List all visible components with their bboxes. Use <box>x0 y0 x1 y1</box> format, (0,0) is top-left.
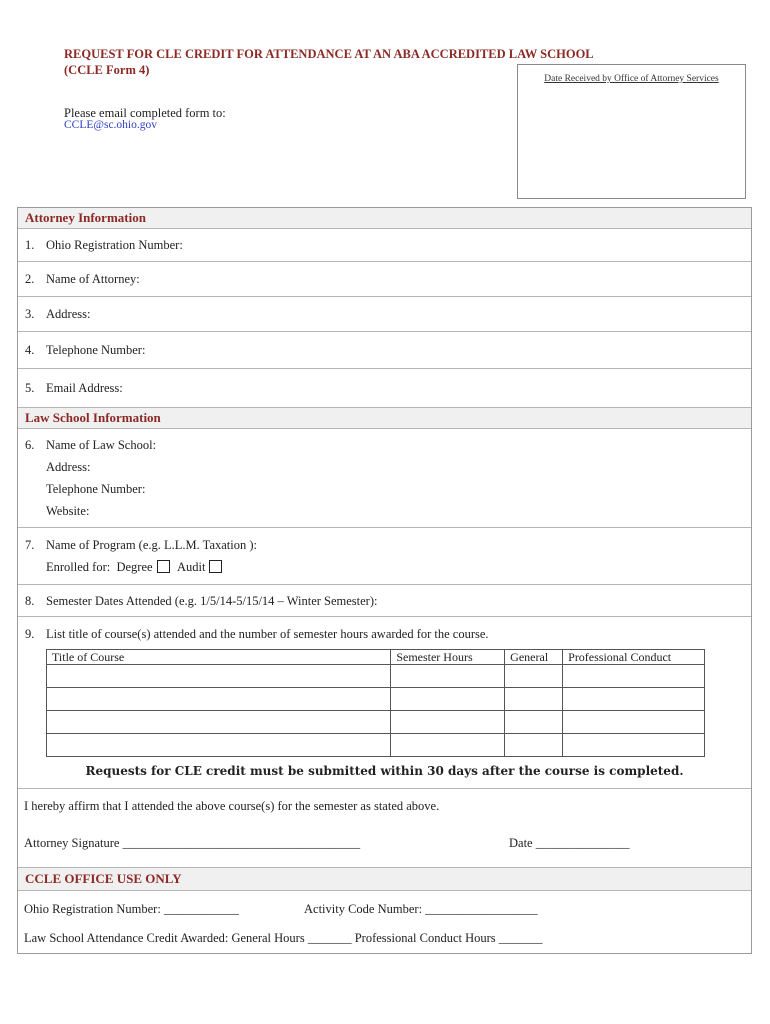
general-cell[interactable] <box>505 734 563 757</box>
address-label: Address: <box>46 307 91 321</box>
law-school-address-label: Address: <box>46 460 91 474</box>
course-title-cell[interactable] <box>47 711 391 734</box>
table-row <box>47 734 705 757</box>
item-number: 1. <box>25 238 35 252</box>
form-title-line-1: REQUEST FOR CLE CREDIT FOR ATTENDANCE AT AN ABA ACCREDITED LAW SCHOOL <box>64 47 594 61</box>
professional-conduct-cell[interactable] <box>563 734 705 757</box>
audit-checkbox[interactable] <box>209 560 222 573</box>
activity-code-number-line: Activity Code Number: __________________ <box>304 902 538 916</box>
item-number: 8. <box>25 594 35 608</box>
attorney-name-label: Name of Attorney: <box>46 272 140 286</box>
form-title-line-2: (CCLE Form 4) <box>64 63 150 77</box>
column-header-general: General <box>505 650 563 665</box>
field-row-telephone[interactable] <box>18 332 751 369</box>
audit-label: Audit <box>177 560 206 574</box>
course-title-cell[interactable] <box>47 665 391 688</box>
course-title-cell[interactable] <box>47 688 391 711</box>
field-row-law-school[interactable] <box>18 429 751 528</box>
degree-label: Degree <box>116 560 153 574</box>
semester-dates-label: Semester Dates Attended (e.g. 1/5/14-5/15/14 – Winter Semester): <box>46 594 378 608</box>
law-school-information-heading: Law School Information <box>18 407 751 429</box>
credit-awarded-line: Law School Attendance Credit Awarded: General Hours _______ Professional Conduct Hours _______ <box>24 931 543 945</box>
date-received-box <box>517 64 746 199</box>
table-row <box>47 688 705 711</box>
email-instruction: Please email completed form to: <box>64 106 226 120</box>
item-number: 5. <box>25 381 35 395</box>
program-name-label: Name of Program (e.g. L.L.M. Taxation ): <box>46 538 257 552</box>
attorney-signature-line[interactable]: Attorney Signature ______________________________________ <box>24 836 361 850</box>
law-school-website-label: Website: <box>46 504 90 518</box>
general-cell[interactable] <box>505 665 563 688</box>
professional-conduct-cell[interactable] <box>563 688 705 711</box>
column-header-professional-conduct: Professional Conduct <box>563 650 705 665</box>
item-number: 2. <box>25 272 35 286</box>
column-header-semester-hours: Semester Hours <box>391 650 505 665</box>
affirmation-statement: I hereby affirm that I attended the above course(s) for the semester as stated above. <box>24 799 440 813</box>
field-row-semester-dates[interactable] <box>18 585 751 617</box>
semester-hours-cell[interactable] <box>391 734 505 757</box>
attorney-information-heading: Attorney Information <box>18 208 751 229</box>
item-number: 7. <box>25 538 35 552</box>
semester-hours-cell[interactable] <box>391 711 505 734</box>
general-cell[interactable] <box>505 711 563 734</box>
field-row-address[interactable] <box>18 297 751 332</box>
office-use-only-heading: CCLE OFFICE USE ONLY <box>18 867 751 891</box>
semester-hours-cell[interactable] <box>391 665 505 688</box>
course-list-label: List title of course(s) attended and the number of semester hours awarded for the course. <box>46 627 489 641</box>
column-header-title: Title of Course <box>47 650 391 665</box>
date-received-label: Date Received by Office of Attorney Services <box>544 74 719 84</box>
office-registration-number-line: Ohio Registration Number: ____________ <box>24 902 239 916</box>
email-link[interactable]: CCLE@sc.ohio.gov <box>64 119 158 131</box>
submission-deadline-notice: Requests for CLE credit must be submitted within 30 days after the course is completed. <box>85 764 684 778</box>
request-form <box>17 207 752 954</box>
table-header-row <box>47 650 705 665</box>
email-address-label: Email Address: <box>46 381 123 395</box>
enrollment-options <box>46 560 227 575</box>
registration-number-label: Ohio Registration Number: <box>46 238 183 252</box>
form-title <box>64 46 594 78</box>
enrolled-for-label: Enrolled for: <box>46 560 111 574</box>
field-row-program[interactable] <box>18 528 751 585</box>
signature-date-line[interactable]: Date _______________ <box>509 836 630 850</box>
field-row-registration[interactable] <box>18 229 751 262</box>
law-school-name-label: Name of Law School: <box>46 438 157 452</box>
degree-checkbox[interactable] <box>157 560 170 573</box>
law-school-telephone-label: Telephone Number: <box>46 482 146 496</box>
item-number: 3. <box>25 307 35 321</box>
item-number: 9. <box>25 627 35 641</box>
field-row-email[interactable] <box>18 369 751 407</box>
table-row <box>47 711 705 734</box>
table-row <box>47 665 705 688</box>
item-number: 6. <box>25 438 35 452</box>
semester-hours-cell[interactable] <box>391 688 505 711</box>
field-row-attorney-name[interactable] <box>18 262 751 297</box>
general-cell[interactable] <box>505 688 563 711</box>
professional-conduct-cell[interactable] <box>563 711 705 734</box>
telephone-label: Telephone Number: <box>46 343 146 357</box>
item-number: 4. <box>25 343 35 357</box>
professional-conduct-cell[interactable] <box>563 665 705 688</box>
course-title-cell[interactable] <box>47 734 391 757</box>
courses-table <box>46 649 705 757</box>
